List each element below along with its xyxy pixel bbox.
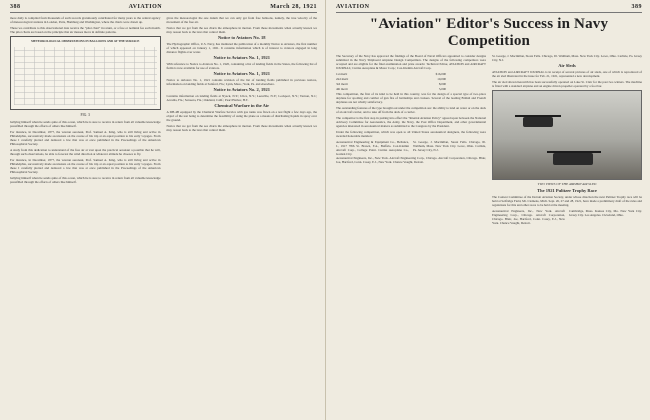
mention-col-1: Aeronautical Engineering & Equipment Co., Bellanca, J., 1917 78th St. Brown, F.A., Buffalo. Cox-Klemin Aircraft Corp., College Point. Curtiss Aeroplane Co., Garden City. [336,140,409,156]
table-grid [14,47,157,105]
right-running-head [336,4,642,13]
paragraph: The air sled shown herewith has been successfully operated on Lake St. Clair for the past two winters. The machine is fitted with a standard airplane and an engine driven propeller operated by a foot bar. [492,80,642,88]
prize-amount: 5,000 [438,87,446,91]
right-page-number: 389 [631,4,642,10]
paragraph: For instance, in December, 1877, the veteran aeronaut, Prof. Samuel A. King, who is still living and active in Philadelphia, successively made ascensions on the course of his trip at an equal position to his early voyages. From these I carefully plotted and deduced a law that was at once published in the Proceedings of the American Philosophical Society. [10,130,161,146]
left-column-2 [167,16,318,186]
sled-propeller [547,151,601,153]
mention-col-2: St. George, J. Macmillan, Sioux Falls. Chicago, Ill. Waltham, Mass. New York City. Lowe, Ohio. Carlisle, Pa. Jersey City, N.J. [413,140,486,152]
left-running-head [10,4,317,13]
paragraph: more daily is compiled from thousands of such records gratuitously contributed for many years to the central agency of meteorological stations in London, Paris, Hamburg and Washington, where the charts were drawn up. [10,16,161,24]
prize-row [336,72,486,76]
sled-propeller [515,115,561,117]
paragraph: Notice that we get from the sea charts the atmosphere in motion. From these movements when actually known we may reason back to the laws that control them. [166,26,317,34]
prize-place: 2nd merit [336,77,349,81]
article-title: "Aviation" Editor's Success in Navy Competition [369,16,609,49]
paragraph: A DH-4B equipped by the Chemical Warfare Service with gas tanks was flown on a test flight a few days ago, the object of the test being to determine the feasibility of using the plane as a means of distributing liquids in spray over the ground. [166,110,317,122]
left-page-number: 388 [10,4,21,10]
entrant-col-1: Aeronautical Engineers, Inc., New York. Aircraft Engineering Corp., Chicago. Aircraft Corporation, Chicago. Blair, Joe, Hartford, Conn. Casey, E.J., New York. Chance Vought, Detroit. [492,209,565,225]
paragraph: ballying himself when he sends quite of this ocean, which he is sure to receive in return from all valuable knowledge pressfilled through the efforts of others like himself. [10,176,161,184]
right-magazine-name: AVIATION [336,4,370,10]
entrant-list [492,209,642,225]
prize-list [336,72,486,91]
paragraph: For instance, in December, 1877, the veteran aeronaut, Prof. Samuel A. King, who is still living and active in Philadelphia, successively made ascensions on the course of his trip at an equal position to his early voyages. From these I carefully plotted and deduced a law that was at once published in the Proceedings of the American Philosophical Society. [10,158,161,174]
notice-heading: Notice to Aviators No. 1, 1921 [213,55,271,60]
left-magazine-name: AVIATION [128,4,163,10]
notice-heading: Notice to Aviators No. 2, 1921 [213,87,271,92]
paragraph: Aeronautical Engineers, Inc., New York. Aircraft Engineering Corp., Chicago. Aircraft Corporation, Chicago. Blair, Joe, Hartford, Conn. Casey, E.J., New York. Chance Vought, Detroit. [336,156,486,164]
photo-caption: TWO VIEWS OF THE AIRSHIP AIR SLED [537,182,597,186]
chemical-warfare-heading: Chemical Warfare in the Air [214,103,270,108]
paragraph: The competitor is the first step in putting into effect the "Internal Aviation Policy" agreed upon between the National Advisory Committee for Aeronautics, the Army, the Navy, the Post Office Department, and other governmental agencies interested in aeronautical matters as submitted to the Congress by the President. [336,116,486,128]
paragraph: Under the following competition, which was open to all United States aeronautical designers, the following were awarded honorable mention: [336,130,486,138]
figure-label: FIG. 3 [80,113,90,117]
prize-amount: 10,000 [437,77,446,81]
right-column-2 [492,54,642,225]
paragraph: AVIATION and AIRCRAFT JOURNAL is in receipt of several pictures of air sleds, one of which is reproduced of the air sled illustrated in the issue for Feb. 21, 1921, represented a new development. [492,70,642,78]
entrant-col-2: Cambridge, Mass. Kansas City, Mo. New York City. Jersey City. Los Angeles. Cleveland, Ohio. [569,209,642,217]
paragraph: Contains information on landing fields at Nyack, N.Y.; Utica, N.Y.; Leesville, N.Y.; Lockport, N.Y.; Vernon, N.J.; Arcadia, Fla.; Sarasota, Fla.; Oakland, Calif.; Pearl Harbor, H.T. [166,94,317,102]
notice-heading: Notice to Aviators No. 1, 1921 [213,71,271,76]
prize-place: 1st merit [336,72,348,76]
honorable-mention-list [336,140,486,156]
prize-place: 4th merit [336,87,348,91]
paragraph: Notice that we get from the sea charts the atmosphere in motion. From these movements when actually known we may reason back to the laws that control them. [166,124,317,132]
right-page [326,0,650,420]
air-sleds-heading: Air Sleds [558,63,576,68]
notice-heading: Notice to Aviators No. 18 [217,35,266,40]
paragraph: ballying himself when he sends quite of this ocean, which he is sure to receive in return from all valuable knowledge pressfilled through the efforts of others like himself. [10,120,161,128]
paragraph: The outstanding features of the type brought out under the competition are: the ability to land on water or on the deck of an aircraft carrier, and to take off from the deck of a carrier. [336,106,486,114]
pulitzer-heading: The 1921 Pulitzer Trophy Race [537,188,597,193]
prize-row [336,82,486,86]
right-column-1 [336,54,486,225]
paragraph: The Hydrographic Office, U.S. Navy, has instituted the publication of a monthly Notice to Aviators, the first number of which appeared on January 1, 1921. It contains information which is of interest to aviators engaged in long distance flights over water. [166,42,317,54]
sled-body [523,117,553,127]
left-column-1 [10,16,161,186]
figure-caption: METEOROLOGICAL OBSERVATIONS IN BALLOONS AND AT THE SURFACE [31,39,140,43]
paragraph: A study from this dedication to understand of the free air at vast upon the practical aeronaut a possible that he will, through such observations, be able to forecast the wind direction at whatever altitude he chooses to fly. [10,148,161,156]
meteorological-table-figure [10,36,161,110]
paragraph: The Secretary of the Navy has approved the findings of the Board of Naval Officers appointed to consider designs submitted in the Navy Shipboard Airplane Design Competition. The designs of the following competitors were accepted and are eligible for the final examination and prize awards: Technical Editor, AVIATION and AIRCRAFT JOURNAL; Curtiss Aeroplane & Motor Corp.; Cox-Klemin Aircraft Corp. [336,54,486,70]
paragraph: These wo contribute to this observational data receive the "pilot chart" in return, or a free or nominal fee each month. The pilot charts are based on the principle that air masses move in definite patterns. [10,26,161,34]
paragraph: With reference to Notice to Aviators No. 1, 1920, containing a list of landing fields in the States, the following list of fields is now available for use of aviators. [166,62,317,70]
paragraph: gives the meteorologist the one datum that we can only get from free balloons, namely, the true velocity of the movement of the free air. [166,16,317,24]
left-issue-date: March 28, 1921 [270,4,317,10]
prize-amount: $16,000 [435,72,446,76]
prize-place: 3rd merit [336,82,348,86]
prize-row [336,77,486,81]
air-sled-photo [492,90,642,180]
paragraph: St. George, J. Macmillan, Sioux Falls. Chicago, Ill. Waltham, Mass. New York City. Lowe, Ohio. Carlisle, Pa. Jersey City, N.J. [492,54,642,62]
paragraph: The Contest Committee of the Detroit Aviation Society, under whose direction the next Pulitzer Trophy race will be held at Selfridge Field, Mt. Clemens, Mich. Sept. 26, 27 and 28, 1921, have made a preliminary draft of the rules and regulations for this and other races to be held at the meeting. [492,195,642,207]
paragraph: Notice to Aviators No. 1, 1921 contains revision of the list of landing fields published in previous notices, information on landing fields at Sanford, Fla.; Lynn, Mass.; York, Pa. and elsewhere. [166,78,317,86]
prize-amount: 8,000 [438,82,446,86]
prize-row [336,87,486,91]
paragraph: This competition, the first of its kind to be held in this country, was for the design of a special type of two-place airplane for spotting and combat of gun fire of battleships and cruisers. Several of the leading British and French airplanes are not wholly satisfactory. [336,92,486,104]
sled-body [553,153,593,165]
